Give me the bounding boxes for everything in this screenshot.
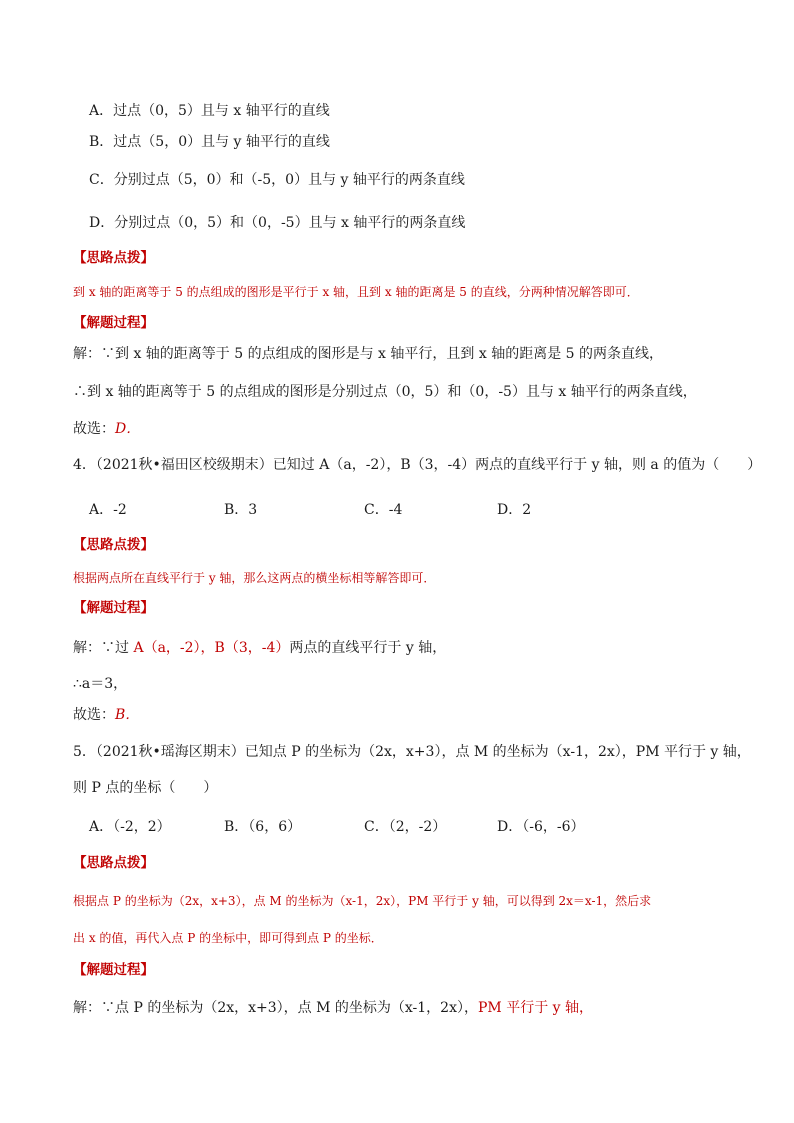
q4-solution-title: 【解题过程】 [73, 600, 154, 616]
q4-solution-line-3 [73, 705, 139, 725]
q3-option-b: B．过点（5，0）且与 y 轴平行的直线 [89, 134, 330, 150]
q3-answer-prefix: 故选： [73, 421, 115, 437]
q5-options [89, 816, 649, 836]
q3-hint-text: 到 x 轴的距离等于 5 的点组成的图形是平行于 x 轴，且到 x 轴的距离是 5 的直线，分两种情况解答即可． [73, 285, 639, 299]
q4-stem: 4．（2021秋•福田区校级期末）已知过 A（a，-2），B（3，-4）两点的直线平行于 y 轴，则 a 的值为（ ） [73, 457, 762, 473]
q4-hint-title: 【思路点拨】 [73, 537, 154, 553]
q4-answer-prefix: 故选： [73, 707, 115, 723]
q4-solution-line-2: ∴a＝3， [73, 676, 128, 692]
q5-hint-line-2: 出 x 的值，再代入点 P 的坐标中，即可得到点 P 的坐标． [73, 931, 383, 945]
q5-hint-line-1: 根据点 P 的坐标为（2x，x+3），点 M 的坐标为（x-1，2x），PM 平行于 y 轴，可以得到 2x＝x-1，然后求 [73, 894, 652, 908]
q5-solution-prefix: 解：∵点 P 的坐标为（2x，x+3），点 M 的坐标为（x-1，2x）， [73, 1000, 478, 1016]
q4-option-d: D．2 [497, 502, 532, 518]
q3-option-d: D．分别过点（0，5）和（0，-5）且与 x 轴平行的两条直线 [89, 215, 466, 231]
q4-options [89, 499, 649, 519]
q3-solution-title: 【解题过程】 [73, 315, 154, 331]
q4-hint-text: 根据两点所在直线平行于 y 轴，那么这两点的横坐标相等解答即可． [73, 571, 436, 585]
q5-hint-title: 【思路点拨】 [73, 855, 154, 871]
q4-solution-points: A（a，-2），B（3，-4） [133, 640, 290, 656]
q5-solution-red: PM 平行于 y 轴， [477, 1000, 593, 1016]
q4-option-c: C．-4 [364, 502, 403, 518]
q3-answer: D． [115, 421, 141, 437]
q4-option-b: B．3 [224, 502, 258, 518]
q5-option-c: C．（2，-2） [364, 819, 447, 835]
q4-option-a: A．-2 [89, 502, 127, 518]
q5-option-a: A．（-2，2） [89, 819, 171, 835]
q4-solution-prefix: 解：∵过 [73, 640, 134, 656]
q5-solution-title: 【解题过程】 [73, 962, 154, 978]
q3-solution-line-3 [73, 419, 140, 439]
q4-solution-line-1 [73, 638, 446, 658]
q3-solution-line-2: ∴到 x 轴的距离等于 5 的点组成的图形是分别过点（0，5）和（0，-5）且与 x 轴平行的两条直线， [73, 384, 697, 400]
q5-solution-line-1 [73, 998, 593, 1018]
q3-option-a: A．过点（0，5）且与 x 轴平行的直线 [89, 103, 330, 119]
q4-answer: B． [115, 707, 140, 723]
q3-option-c: C．分别过点（5，0）和（-5，0）且与 y 轴平行的两条直线 [89, 172, 465, 188]
q5-option-b: B．（6，6） [224, 819, 302, 835]
q4-solution-suffix: 两点的直线平行于 y 轴， [289, 640, 447, 656]
q5-option-d: D．（-6，-6） [497, 819, 585, 835]
q3-solution-line-1: 解：∵到 x 轴的距离等于 5 的点组成的图形是与 x 轴平行，且到 x 轴的距离是 5 的两条直线， [73, 346, 664, 362]
q5-stem-line-2: 则 P 点的坐标（ ） [73, 780, 218, 796]
q3-hint-title: 【思路点拨】 [73, 250, 154, 266]
q5-stem-line-1: 5．（2021秋•瑶海区期末）已知点 P 的坐标为（2x，x+3），点 M 的坐标为（x-1，2x），PM 平行于 y 轴， [73, 744, 751, 760]
